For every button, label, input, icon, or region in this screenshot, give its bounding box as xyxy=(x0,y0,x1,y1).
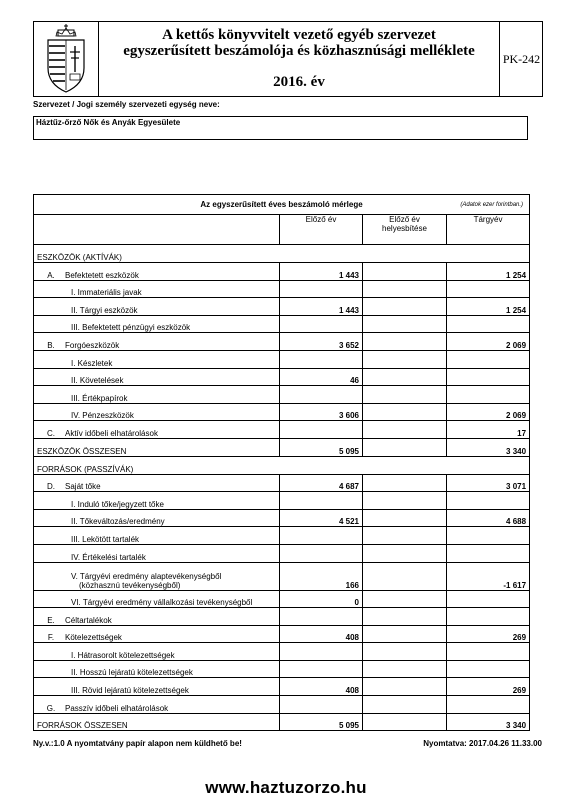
value-prev: 1 443 xyxy=(280,298,363,316)
section-header-row xyxy=(34,245,530,263)
footer-print-date: Nyomtatva: 2017.04.26 11.33.00 xyxy=(423,739,542,748)
balance-row xyxy=(34,678,530,696)
value-prev: 3 606 xyxy=(280,403,363,421)
row-label-cell xyxy=(34,562,280,590)
value-prev xyxy=(280,280,363,298)
value-cur: 269 xyxy=(447,678,530,696)
total-row xyxy=(34,713,530,731)
row-label: II. Követelések xyxy=(71,376,124,386)
value-adj xyxy=(363,660,447,678)
row-label-cell xyxy=(34,263,280,281)
balance-sheet-table xyxy=(33,194,530,731)
value-prev xyxy=(280,421,363,439)
value-cur xyxy=(447,696,530,714)
balance-row xyxy=(34,298,530,316)
website-watermark: www.haztuzorzo.hu xyxy=(205,778,367,797)
value-prev xyxy=(280,696,363,714)
col-header-current: Tárgyév xyxy=(447,215,530,245)
value-adj xyxy=(363,474,447,492)
value-cur xyxy=(447,280,530,298)
value-prev xyxy=(280,608,363,626)
value-adj xyxy=(363,403,447,421)
total-row xyxy=(34,438,530,456)
row-label: IV. Pénzeszközök xyxy=(71,411,134,421)
value-prev: 166 xyxy=(280,562,363,590)
row-label: II. Hosszú lejáratú kötelezettségek xyxy=(71,668,193,678)
value-adj xyxy=(363,492,447,510)
balance-row xyxy=(34,544,530,562)
value-adj xyxy=(363,643,447,661)
title-line-1: A kettős könyvvitelt vezető egyéb szervezet xyxy=(162,27,436,43)
row-letter: E. xyxy=(47,615,55,625)
value-adj xyxy=(363,590,447,608)
row-label: III. Értékpapírok xyxy=(71,393,128,403)
row-label-cell xyxy=(34,403,280,421)
value-prev: 408 xyxy=(280,678,363,696)
row-letter: C. xyxy=(47,428,55,438)
row-label-cell xyxy=(34,386,280,404)
row-letter: G. xyxy=(46,703,56,713)
row-label-cell xyxy=(34,368,280,386)
value-cur xyxy=(447,643,530,661)
section-header: ESZKÖZÖK (AKTÍVÁK) xyxy=(34,245,530,263)
value-cur xyxy=(447,590,530,608)
row-label-cell xyxy=(34,590,280,608)
report-year: 2016. év xyxy=(273,74,325,90)
section-header: FORRÁSOK (PASSZÍVÁK) xyxy=(34,456,530,474)
balance-row xyxy=(34,696,530,714)
value-prev: 0 xyxy=(280,590,363,608)
row-label: III. Lekötött tartalék xyxy=(71,534,140,544)
balance-row xyxy=(34,492,530,510)
value-adj xyxy=(363,350,447,368)
value-adj xyxy=(363,625,447,643)
form-title xyxy=(99,22,500,96)
organization-name-field: Háztűz-őrző Nők és Anyák Egyesülete xyxy=(33,116,528,140)
total-label: FORRÁSOK ÖSSZESEN xyxy=(34,713,280,731)
value-adj xyxy=(363,527,447,545)
value-cur: -1 617 xyxy=(447,562,530,590)
value-cur xyxy=(447,350,530,368)
row-label: Passzív időbeli elhatárolások xyxy=(65,703,169,713)
value-prev xyxy=(280,660,363,678)
value-adj xyxy=(363,421,447,439)
value-adj xyxy=(363,678,447,696)
row-label: I. Készletek xyxy=(71,358,113,368)
row-label: Forgóeszközök xyxy=(65,340,120,350)
header-blank xyxy=(34,215,280,245)
value-prev xyxy=(280,350,363,368)
value-prev: 3 652 xyxy=(280,333,363,351)
row-label: V. Tárgyévi eredmény alaptevékenységből xyxy=(71,571,222,581)
balance-row xyxy=(34,333,530,351)
value-cur: 2 069 xyxy=(447,403,530,421)
row-letter: F. xyxy=(47,633,55,643)
value-adj xyxy=(363,315,447,333)
value-cur: 4 688 xyxy=(447,509,530,527)
col-header-prev: Előző év xyxy=(280,215,363,245)
row-label: I. Immateriális javak xyxy=(71,288,142,298)
value-prev xyxy=(280,386,363,404)
balance-row xyxy=(34,562,530,590)
balance-row xyxy=(34,386,530,404)
value-prev xyxy=(280,492,363,510)
total-label: ESZKÖZÖK ÖSSZESEN xyxy=(34,438,280,456)
row-label-cell xyxy=(34,333,280,351)
value-cur xyxy=(447,368,530,386)
row-label: VI. Tárgyévi eredmény vállalkozási tevékenységből xyxy=(71,598,253,608)
row-label-cell xyxy=(34,474,280,492)
form-header xyxy=(33,21,543,97)
value-cur: 269 xyxy=(447,625,530,643)
value-cur: 1 254 xyxy=(447,298,530,316)
footer-version-note: Ny.v.:1.0 A nyomtatvány papír alapon nem küldhető be! xyxy=(33,739,242,748)
value-prev: 408 xyxy=(280,625,363,643)
value-prev xyxy=(280,527,363,545)
row-label: Aktív időbeli elhatárolások xyxy=(65,428,158,438)
row-label: Saját tőke xyxy=(65,482,101,492)
balance-row xyxy=(34,350,530,368)
balance-row xyxy=(34,474,530,492)
value-adj xyxy=(363,608,447,626)
row-label-cell xyxy=(34,509,280,527)
organization-label: Szervezet / Jogi személy szervezeti egység neve: xyxy=(33,100,220,109)
balance-row xyxy=(34,403,530,421)
balance-title xyxy=(34,195,530,215)
row-label: III. Befektetett pénzügyi eszközök xyxy=(71,323,191,333)
col-header-adjustment-line2: helyesbítése xyxy=(382,224,427,233)
balance-row xyxy=(34,368,530,386)
value-cur xyxy=(447,544,530,562)
row-label: Befektetett eszközök xyxy=(65,270,139,280)
row-label-cell xyxy=(34,315,280,333)
section-header-row xyxy=(34,456,530,474)
row-label-continued: (közhasznú tevékenységből) xyxy=(79,580,181,590)
value-adj xyxy=(363,386,447,404)
value-prev xyxy=(280,544,363,562)
balance-row xyxy=(34,263,530,281)
total-prev: 5 095 xyxy=(280,438,363,456)
value-cur xyxy=(447,492,530,510)
row-label-cell xyxy=(34,608,280,626)
col-header-adjustment-line1: Előző év xyxy=(389,215,420,224)
balance-row xyxy=(34,509,530,527)
row-label-cell xyxy=(34,421,280,439)
row-label-cell xyxy=(34,660,280,678)
total-cur: 3 340 xyxy=(447,438,530,456)
balance-row xyxy=(34,527,530,545)
value-cur xyxy=(447,386,530,404)
value-prev: 4 687 xyxy=(280,474,363,492)
value-cur: 1 254 xyxy=(447,263,530,281)
row-label-cell xyxy=(34,625,280,643)
balance-row xyxy=(34,421,530,439)
row-label-cell xyxy=(34,643,280,661)
row-label: II. Tőkeváltozás/eredmény xyxy=(71,517,165,527)
value-prev xyxy=(280,643,363,661)
value-cur xyxy=(447,315,530,333)
row-label: I. Hátrasorolt kötelezettségek xyxy=(71,650,175,660)
value-cur: 3 071 xyxy=(447,474,530,492)
balance-row xyxy=(34,315,530,333)
value-prev: 1 443 xyxy=(280,263,363,281)
row-label-cell xyxy=(34,350,280,368)
row-label-cell xyxy=(34,696,280,714)
balance-row xyxy=(34,660,530,678)
row-label: III. Rövid lejáratú kötelezettségek xyxy=(71,686,189,696)
row-label: Céltartalékok xyxy=(65,615,112,625)
value-cur xyxy=(447,660,530,678)
total-cur: 3 340 xyxy=(447,713,530,731)
row-label: II. Tárgyi eszközök xyxy=(71,305,138,315)
value-prev: 46 xyxy=(280,368,363,386)
total-adj xyxy=(363,713,447,731)
row-label-cell xyxy=(34,492,280,510)
row-letter: B. xyxy=(47,340,55,350)
value-prev: 4 521 xyxy=(280,509,363,527)
row-letter: D. xyxy=(47,482,55,492)
total-adj xyxy=(363,438,447,456)
value-adj xyxy=(363,509,447,527)
balance-title-text: Az egyszerűsített éves beszámoló mérlege xyxy=(200,200,363,209)
row-label: IV. Értékelési tartalék xyxy=(71,552,146,562)
row-label-cell xyxy=(34,544,280,562)
value-adj xyxy=(363,696,447,714)
value-cur xyxy=(447,608,530,626)
value-cur xyxy=(447,527,530,545)
title-line-2: egyszerűsített beszámolója és közhasznúsági melléklete xyxy=(123,43,475,59)
value-prev xyxy=(280,315,363,333)
unit-note: (Adatok ezer forintban.) xyxy=(460,202,524,208)
value-adj xyxy=(363,263,447,281)
row-label-cell xyxy=(34,527,280,545)
total-prev: 5 095 xyxy=(280,713,363,731)
row-label-cell xyxy=(34,280,280,298)
row-label-cell xyxy=(34,678,280,696)
balance-row xyxy=(34,643,530,661)
row-label: Kötelezettségek xyxy=(65,633,122,643)
value-adj xyxy=(363,333,447,351)
value-adj xyxy=(363,298,447,316)
value-adj xyxy=(363,280,447,298)
value-adj xyxy=(363,544,447,562)
balance-row xyxy=(34,590,530,608)
form-code: PK-242 xyxy=(502,51,541,66)
col-header-adjustment xyxy=(363,215,447,245)
value-adj xyxy=(363,562,447,590)
value-cur: 17 xyxy=(447,421,530,439)
row-label-cell xyxy=(34,298,280,316)
row-letter: A. xyxy=(47,270,55,280)
coat-of-arms-icon xyxy=(34,22,99,96)
balance-row xyxy=(34,608,530,626)
value-adj xyxy=(363,368,447,386)
balance-row xyxy=(34,280,530,298)
row-label: I. Induló tőke/jegyzett tőke xyxy=(71,499,164,509)
balance-row xyxy=(34,625,530,643)
value-cur: 2 069 xyxy=(447,333,530,351)
